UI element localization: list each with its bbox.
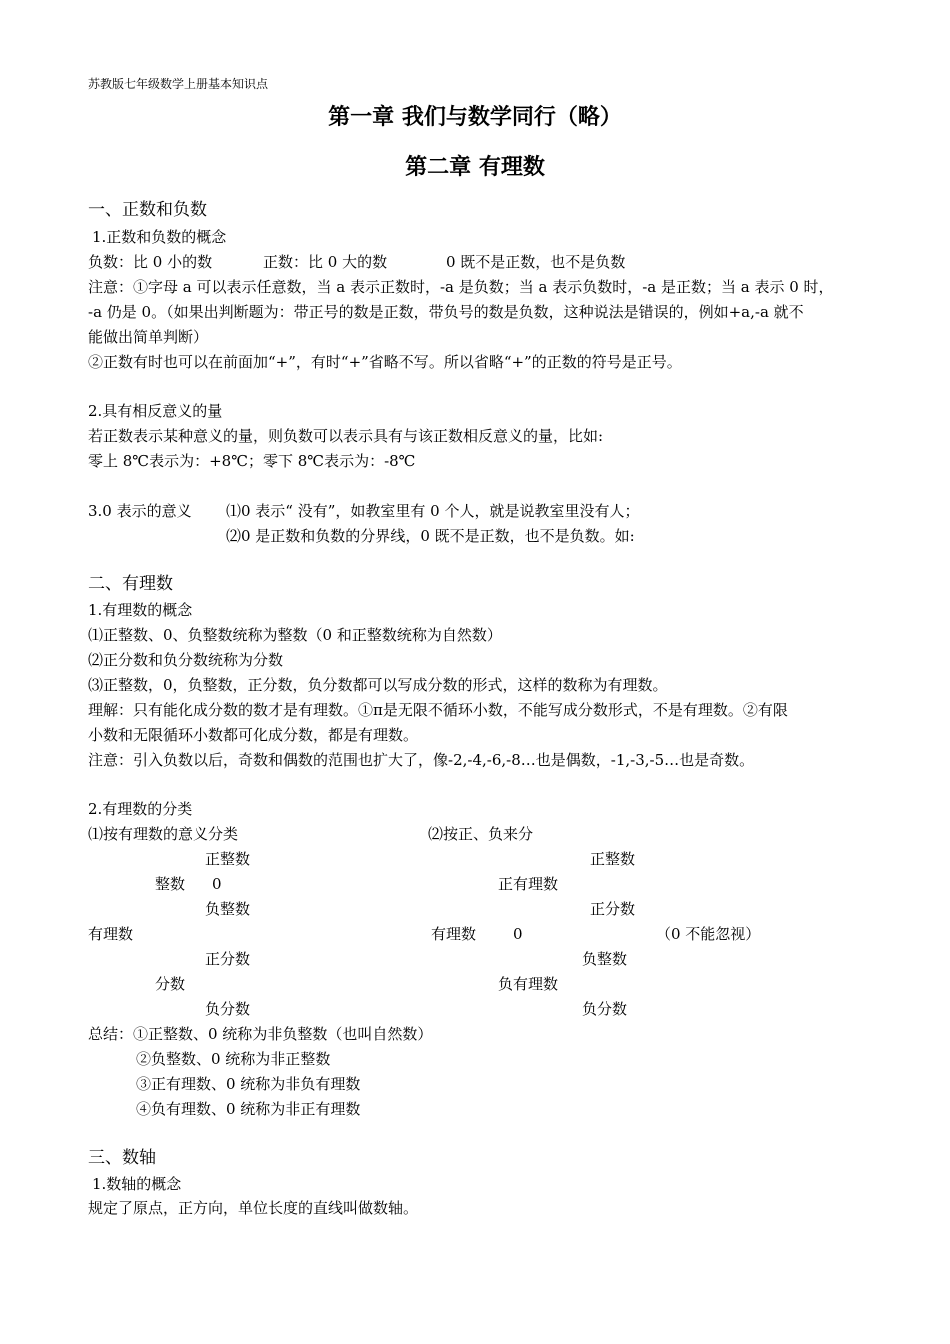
a-rational: 有理数 xyxy=(88,925,134,943)
a-negative-fraction: 负分数 xyxy=(205,1000,251,1018)
b-positive-integer: 正整数 xyxy=(590,850,636,868)
rational-line-3: ⑶正整数，0，负整数，正分数，负分数都可以写成分数的形式，这样的数称为有理数。 xyxy=(88,676,668,694)
zero-meaning-1: ⑴0 表示“ 没有”，如教室里有 0 个人，就是说教室里没有人； xyxy=(226,502,640,520)
b-positive-fraction: 正分数 xyxy=(590,900,636,918)
a-positive-fraction: 正分数 xyxy=(205,950,251,968)
subsection-2-1-title: 1.有理数的概念 xyxy=(88,601,193,619)
a-negative-integer: 负整数 xyxy=(205,900,251,918)
b-negative-integer: 负整数 xyxy=(582,950,628,968)
note-1-line-1: 注意：①字母 a 可以表示任意数，当 a 表示正数时，-a 是负数；当 a 表示负数时，-a 是正数；当 a 表示 0 时， xyxy=(88,278,834,296)
b-rational: 有理数 xyxy=(431,925,477,943)
classification-b-title: ⑵按正、负来分 xyxy=(428,825,534,843)
positive-definition: 正数：比 0 大的数 xyxy=(263,253,388,271)
note-1-line-2: -a 仍是 0。（如果出判断题为：带正号的数是正数，带负号的数是负数，这种说法是错误的，例如+a,-a 就不 xyxy=(88,303,804,321)
classification-a-title: ⑴按有理数的意义分类 xyxy=(88,825,239,843)
b-positive-rational: 正有理数 xyxy=(498,875,559,893)
subsection-1-3-title: 3.0 表示的意义 xyxy=(88,502,192,520)
subsection-3-1-title: 1.数轴的概念 xyxy=(92,1175,182,1193)
note-1-line-3: 能做出简单判断） xyxy=(88,328,209,346)
summary-1: 总结：①正整数、0 统称为非负整数（也叫自然数） xyxy=(88,1025,433,1043)
rational-line-4: 理解：只有能化成分数的数才是有理数。①π是无限不循环小数，不能写成分数形式，不是有理数。②有限 xyxy=(88,701,788,719)
number-line-definition: 规定了原点，正方向，单位长度的直线叫做数轴。 xyxy=(88,1199,419,1217)
a-integer: 整数 xyxy=(155,875,186,893)
rational-line-2: ⑵正分数和负分数统称为分数 xyxy=(88,651,284,669)
a-zero: 0 xyxy=(212,875,222,893)
summary-2: ②负整数、0 统称为非正整数 xyxy=(136,1050,331,1068)
opposite-quantity-line-2: 零上 8℃表示为：+8℃；零下 8℃表示为：-8℃ xyxy=(88,452,416,470)
rational-line-5: 小数和无限循环小数都可化成分数，都是有理数。 xyxy=(88,726,419,744)
summary-4: ④负有理数、0 统称为非正有理数 xyxy=(136,1100,361,1118)
subsection-1-2-title: 2.具有相反意义的量 xyxy=(88,402,223,420)
subsection-1-1-title: 1.正数和负数的概念 xyxy=(92,228,227,246)
chapter-1-title: 第一章 我们与数学同行（略） xyxy=(328,105,622,130)
a-fraction: 分数 xyxy=(155,975,186,993)
note-2: ②正数有时也可以在前面加“+”，有时“+”省略不写。所以省略“+”的正数的符号是正号。 xyxy=(88,353,682,371)
zero-definition: 0 既不是正数，也不是负数 xyxy=(446,253,626,271)
subsection-2-2-title: 2.有理数的分类 xyxy=(88,800,193,818)
b-zero-note: （0 不能忽视） xyxy=(656,925,761,943)
rational-line-1: ⑴正整数、0、负整数统称为整数（0 和正整数统称为自然数） xyxy=(88,626,502,644)
b-zero: 0 xyxy=(513,925,523,943)
section-3-title: 三、数轴 xyxy=(88,1148,156,1168)
b-negative-fraction: 负分数 xyxy=(582,1000,628,1018)
rational-line-6: 注意：引入负数以后，奇数和偶数的范围也扩大了，像-2,-4,-6,-8…也是偶数，-1,-3,-5…也是奇数。 xyxy=(88,751,755,769)
b-negative-rational: 负有理数 xyxy=(498,975,559,993)
summary-3: ③正有理数、0 统称为非负有理数 xyxy=(136,1075,361,1093)
negative-definition: 负数：比 0 小的数 xyxy=(88,253,213,271)
zero-meaning-2: ⑵0 是正数和负数的分界线，0 既不是正数，也不是负数。如: xyxy=(226,527,635,545)
a-positive-integer: 正整数 xyxy=(205,850,251,868)
section-2-title: 二、有理数 xyxy=(88,574,173,594)
section-1-title: 一、正数和负数 xyxy=(88,200,207,220)
chapter-2-title: 第二章 有理数 xyxy=(405,155,545,180)
opposite-quantity-line-1: 若正数表示某种意义的量，则负数可以表示具有与该正数相反意义的量，比如: xyxy=(88,427,604,445)
document-header: 苏教版七年级数学上册基本知识点 xyxy=(88,77,269,91)
